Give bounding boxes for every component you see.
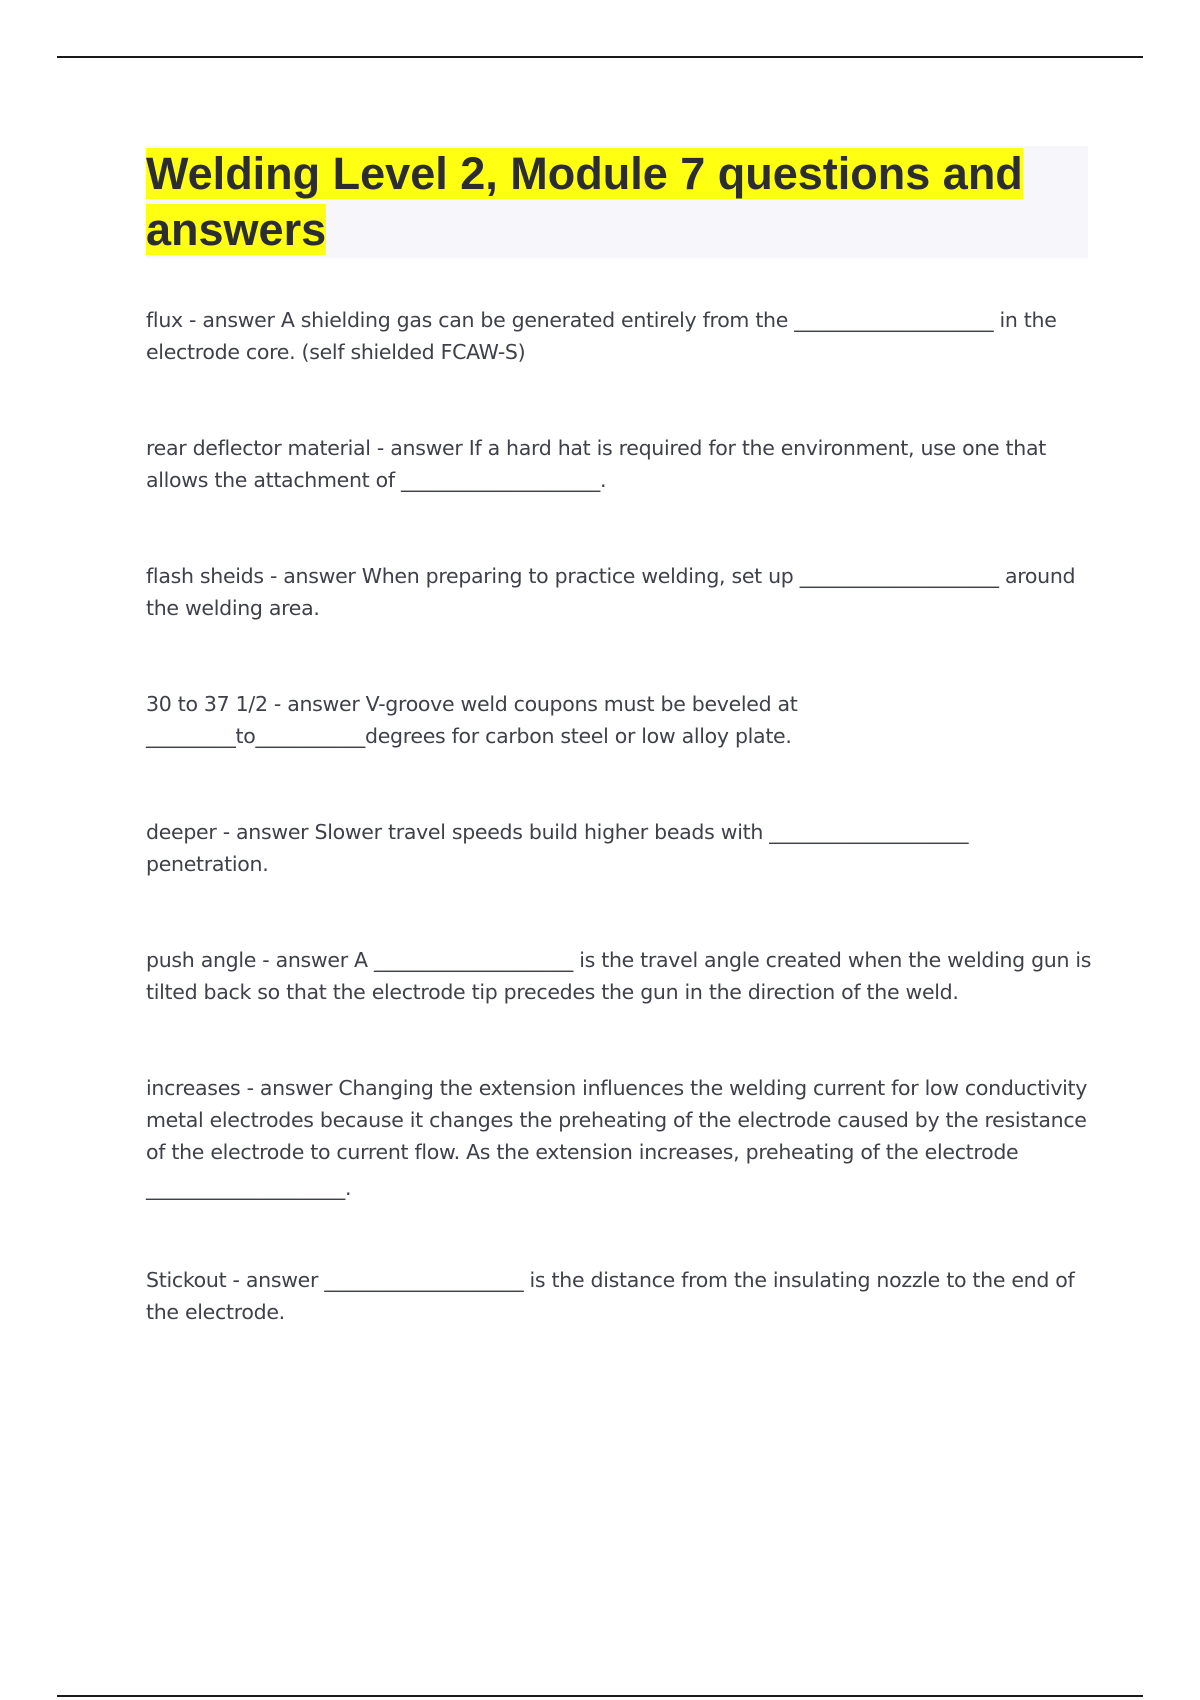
qa-item: Stickout - answer ____________________ is the distance from the insulating nozzle to the end of the electrode. — [146, 1268, 1075, 1324]
page-title — [146, 146, 1088, 258]
qa-item: flux - answer A shielding gas can be generated entirely from the ____________________ in the electrode core. (self shielded FCAW-S) — [146, 308, 1057, 364]
bottom-rule — [57, 1695, 1143, 1697]
qa-item — [146, 1072, 1092, 1204]
qa-item: push angle - answer A ____________________ is the travel angle created when the welding gun is tilted back so that the electrode tip precedes the gun in the direction of the weld. — [146, 948, 1092, 1004]
qa-item-text: increases - answer Changing the extension influences the welding current for low conductivity metal electrodes because it changes the preheating of the electrode caused by the resistance of the electrode to current flow. As the extension increases, preheating of the electrode — [146, 1076, 1088, 1164]
answer-blank: ____________________. — [146, 1176, 352, 1200]
qa-item: flash sheids - answer When preparing to practice welding, set up ____________________ around the welding area. — [146, 564, 1076, 620]
title-block — [146, 146, 1088, 258]
top-rule — [57, 56, 1143, 58]
qa-item: rear deflector material - answer If a hard hat is required for the environment, use one that allows the attachment of ____________________. — [146, 436, 1046, 492]
qa-item: 30 to 37 1/2 - answer V-groove weld coupons must be beveled at _________to___________degrees for carbon steel or low alloy plate. — [146, 692, 798, 748]
qa-item: deeper - answer Slower travel speeds build higher beads with ____________________ penetration. — [146, 820, 969, 876]
page-title-text: Welding Level 2, Module 7 questions and answers — [146, 148, 1023, 255]
